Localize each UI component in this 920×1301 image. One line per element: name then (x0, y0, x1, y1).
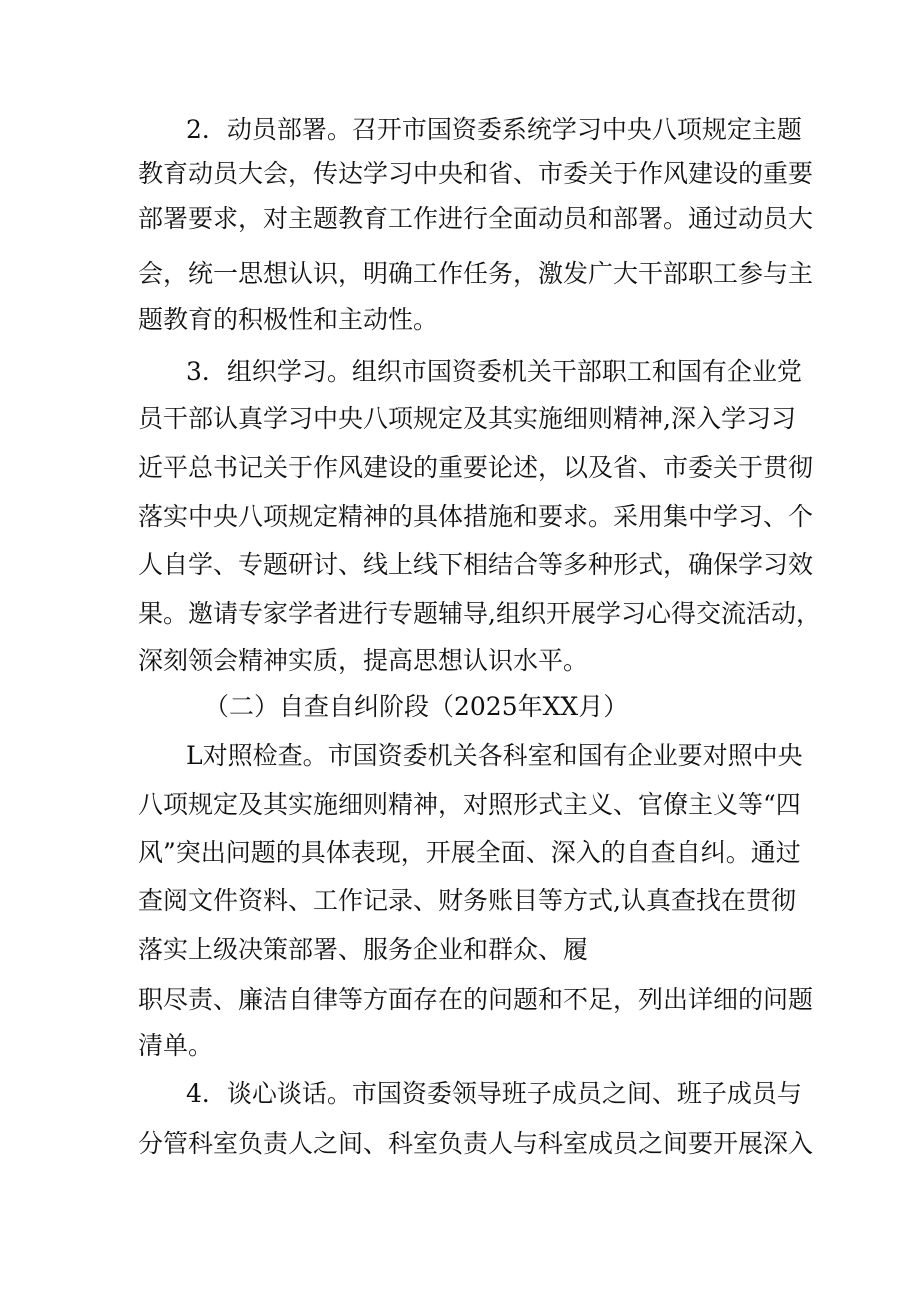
paragraph-check-line-6: 职尽责、廉洁自律等方面存在的问题和不足，列出详细的问题 (138, 985, 814, 1014)
paragraph-check-line-1: L对照检查。市国资委机关各科室和国有企业要对照中央 (186, 741, 803, 770)
paragraph-3-line-3: 近平总书记关于作风建设的重要论述，以及省、市委关于贯彻 (138, 453, 814, 482)
paragraph-3-line-4: 落实中央八项规定精神的具体措施和要求。采用集中学习、个 (138, 502, 814, 531)
paragraph-check-line-2: 八项规定及其实施细则精神，对照形式主义、官僚主义等“四 (138, 790, 801, 819)
paragraph-check-line-7: 清单。 (138, 1031, 214, 1060)
paragraph-check-line-4: 查阅文件资料、工作记录、财务账目等方式,认真查找在贯彻 (138, 886, 796, 915)
paragraph-2-line-3: 部署要求，对主题教育工作进行全面动员和部署。通过动员大 (138, 204, 814, 233)
paragraph-4-line-1: 4．谈心谈话。市国资委领导班子成员之间、班子成员与 (186, 1079, 802, 1108)
paragraph-2-line-1: 2．动员部署。召开市国资委系统学习中央八项规定主题 (186, 115, 802, 144)
paragraph-3-line-2: 员干部认真学习中央八项规定及其实施细则精神,深入学习习 (138, 404, 796, 433)
section-heading: （二）自查自纠阶段（2025年XX月） (204, 692, 629, 721)
paragraph-check-line-3: 风”突出问题的具体表现，开展全面、深入的自查自纠。通过 (138, 838, 801, 867)
paragraph-2-line-4: 会，统一思想认识，明确工作任务，激发广大干部职工参与主 (138, 259, 814, 288)
paragraph-3-line-5: 人自学、专题研讨、线上线下相结合等多种形式，确保学习效 (138, 550, 814, 579)
paragraph-2-line-5: 题教育的积极性和主动性。 (138, 305, 439, 334)
paragraph-3-line-6: 果。邀请专家学者进行专题辅导,组织开展学习心得交流活动， (138, 599, 821, 628)
paragraph-check-line-5: 落实上级决策部署、服务企业和群众、履 (138, 935, 589, 964)
paragraph-2-line-2: 教育动员大会，传达学习中央和省、市委关于作风建设的重要 (138, 159, 814, 188)
paragraph-3-line-7: 深刻领会精神实质，提高思想认识水平。 (138, 646, 589, 675)
paragraph-4-line-2: 分管科室负责人之间、科室负责人与科室成员之间要开展深入 (138, 1129, 814, 1158)
paragraph-3-line-1: 3．组织学习。组织市国资委机关干部职工和国有企业党 (186, 357, 802, 386)
